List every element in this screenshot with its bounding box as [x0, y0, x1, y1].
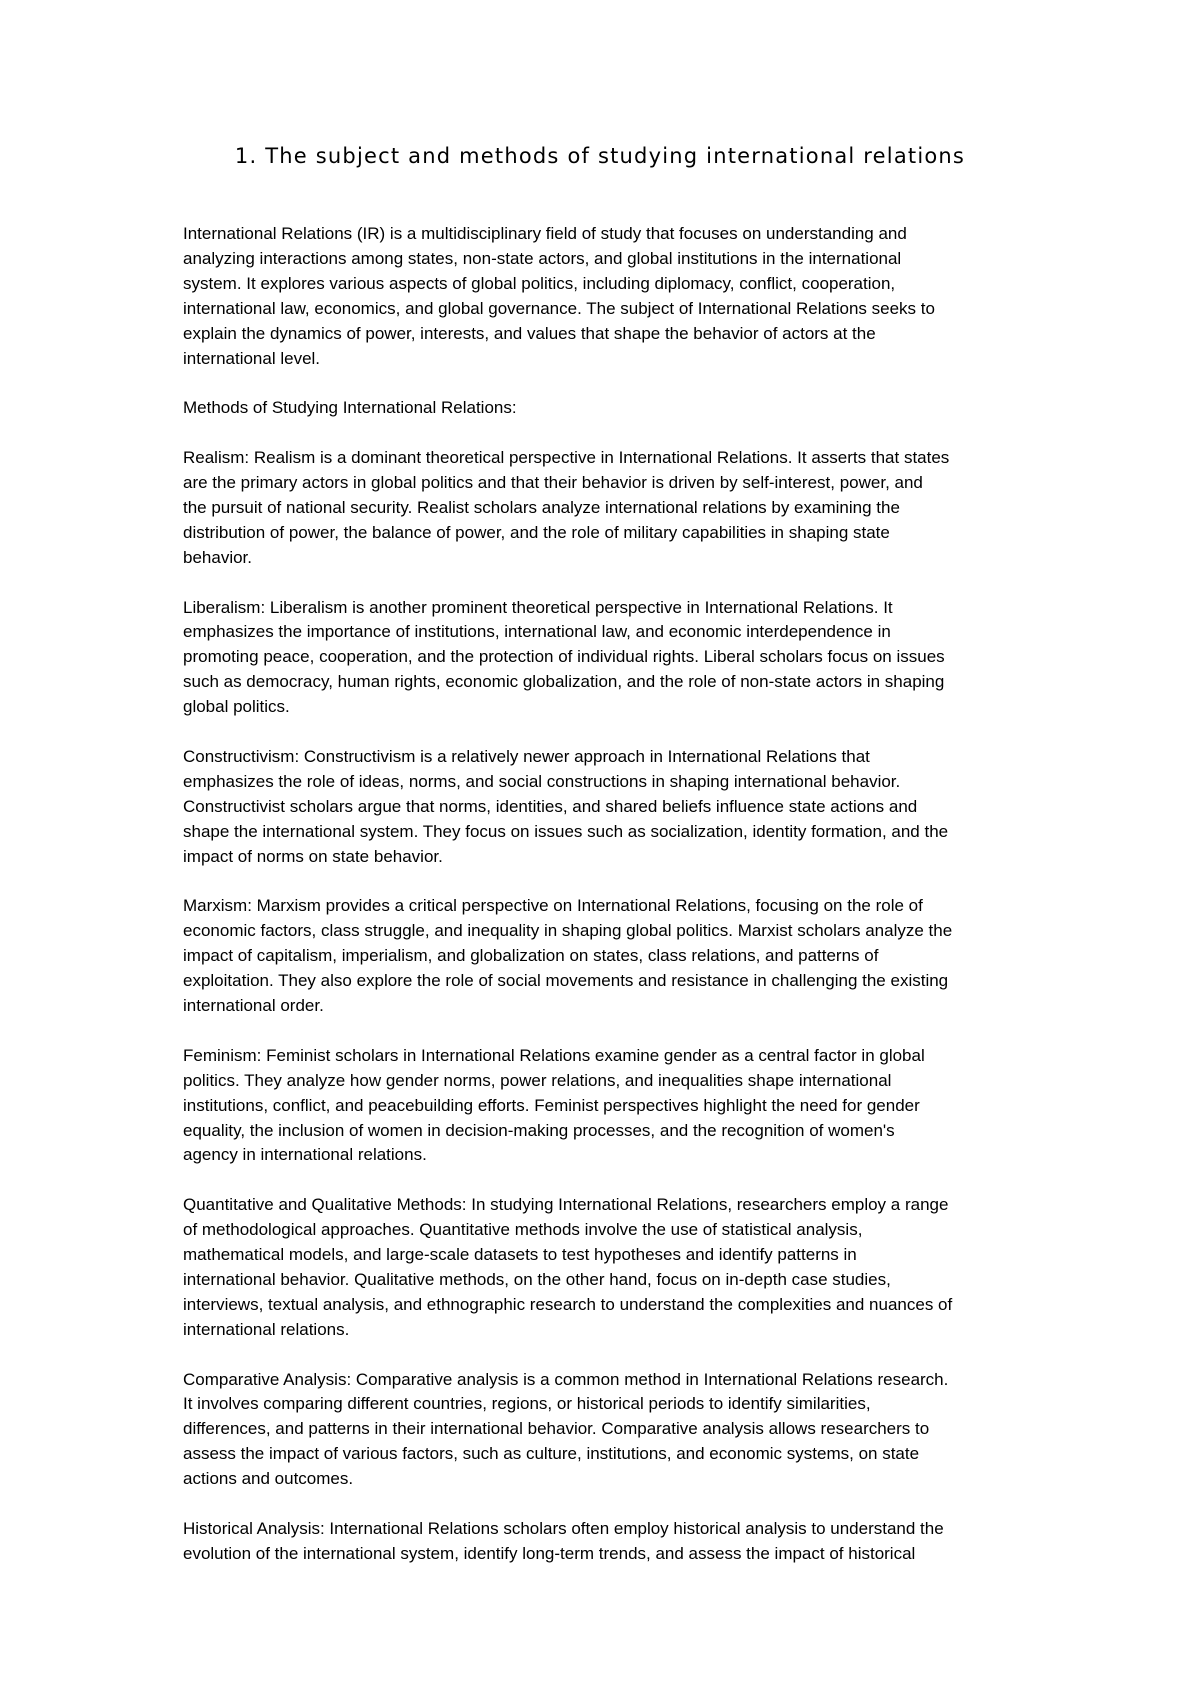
text-line: exploitation. They also explore the role of social movements and resistance in challenging the existing — [183, 971, 949, 991]
text-line: assess the impact of various factors, such as culture, institutions, and economic systems, on state — [183, 1444, 920, 1464]
text-line: Constructivism: Constructivism is a relatively newer approach in International Relations that — [183, 746, 870, 766]
text-line: Quantitative and Qualitative Methods: In studying International Relations, researchers employ a range — [183, 1195, 949, 1215]
paragraph — [183, 1044, 1033, 1169]
text-line: such as democracy, human rights, economic globalization, and the role of non-state actors in shaping — [183, 672, 945, 692]
text-line: institutions, conflict, and peacebuilding efforts. Feminist perspectives highlight the need for gender — [183, 1095, 920, 1115]
text-line: Marxism: Marxism provides a critical perspective on International Relations, focusing on the role of — [183, 896, 923, 916]
text-line: Historical Analysis: International Relations scholars often employ historical analysis to understand the — [183, 1518, 944, 1538]
paragraph — [183, 894, 1033, 1019]
text-line: international level. — [183, 348, 321, 368]
paragraph — [183, 596, 1033, 721]
text-line: evolution of the international system, identify long-term trends, and assess the impact of historical — [183, 1543, 916, 1563]
text-line: international relations. — [183, 1319, 350, 1339]
text-line: International Relations (IR) is a multidisciplinary field of study that focuses on understanding and — [183, 224, 907, 243]
document-body — [183, 222, 1033, 1592]
text-line: mathematical models, and large-scale datasets to test hypotheses and identify patterns in — [183, 1245, 857, 1265]
text-line: promoting peace, cooperation, and the protection of individual rights. Liberal scholars focus on issues — [183, 647, 945, 667]
text-line: equality, the inclusion of women in decision-making processes, and the recognition of women's — [183, 1120, 895, 1140]
text-line: global politics. — [183, 697, 290, 717]
text-line: emphasizes the importance of institutions, international law, and economic interdependence in — [183, 622, 891, 642]
paragraph — [183, 1193, 1033, 1342]
text-line: Methods of Studying International Relations: — [183, 398, 517, 418]
text-line: differences, and patterns in their international behavior. Comparative analysis allows researchers to — [183, 1419, 930, 1439]
paragraph — [183, 1368, 1033, 1493]
text-line: system. It explores various aspects of global politics, including diplomacy, conflict, cooperation, — [183, 273, 896, 293]
text-line: behavior. — [183, 547, 252, 567]
text-line: are the primary actors in global politics and that their behavior is driven by self-interest, power, and — [183, 473, 923, 493]
text-line: international behavior. Qualitative methods, on the other hand, focus on in-depth case studies, — [183, 1269, 891, 1289]
paragraph — [183, 396, 1033, 421]
text-line: analyzing interactions among states, non-state actors, and global institutions in the international — [183, 248, 902, 268]
text-line: international law, economics, and global governance. The subject of International Relations seeks to — [183, 298, 935, 318]
text-line: Realism: Realism is a dominant theoretical perspective in International Relations. It asserts that states — [183, 448, 950, 468]
text-line: Constructivist scholars argue that norms, identities, and shared beliefs influence state actions and — [183, 796, 918, 816]
text-line: shape the international system. They focus on issues such as socialization, identity formation, and the — [183, 821, 949, 841]
paragraph — [183, 446, 1033, 571]
text-line: Liberalism: Liberalism is another prominent theoretical perspective in International Relations. It — [183, 597, 893, 617]
text-line: emphasizes the role of ideas, norms, and social constructions in shaping international behavior. — [183, 771, 901, 791]
text-line: Comparative Analysis: Comparative analysis is a common method in International Relations research. — [183, 1369, 949, 1389]
text-line: Feminism: Feminist scholars in International Relations examine gender as a central factor in global — [183, 1045, 925, 1065]
text-line: distribution of power, the balance of power, and the role of military capabilities in shaping state — [183, 522, 890, 542]
text-line: impact of norms on state behavior. — [183, 846, 443, 866]
text-line: actions and outcomes. — [183, 1469, 354, 1489]
text-line: international order. — [183, 996, 324, 1016]
text-line: of methodological approaches. Quantitative methods involve the use of statistical analysis, — [183, 1220, 863, 1240]
text-line: economic factors, class struggle, and inequality in shaping global politics. Marxist scholars analyze the — [183, 921, 953, 941]
text-line: impact of capitalism, imperialism, and globalization on states, class relations, and patterns of — [183, 946, 879, 966]
text-line: the pursuit of national security. Realist scholars analyze international relations by examining the — [183, 497, 900, 517]
document-title: 1. The subject and methods of studying international relations — [234, 144, 966, 168]
paragraph — [183, 745, 1033, 870]
paragraph — [183, 222, 1033, 371]
text-line: explain the dynamics of power, interests, and values that shape the behavior of actors at the — [183, 323, 876, 343]
paragraph — [183, 1517, 1033, 1567]
text-line: politics. They analyze how gender norms, power relations, and inequalities shape international — [183, 1070, 892, 1090]
text-line: agency in international relations. — [183, 1145, 427, 1165]
text-line: interviews, textual analysis, and ethnographic research to understand the complexities and nuances of — [183, 1294, 953, 1314]
text-line: It involves comparing different countries, regions, or historical periods to identify similarities, — [183, 1394, 871, 1414]
